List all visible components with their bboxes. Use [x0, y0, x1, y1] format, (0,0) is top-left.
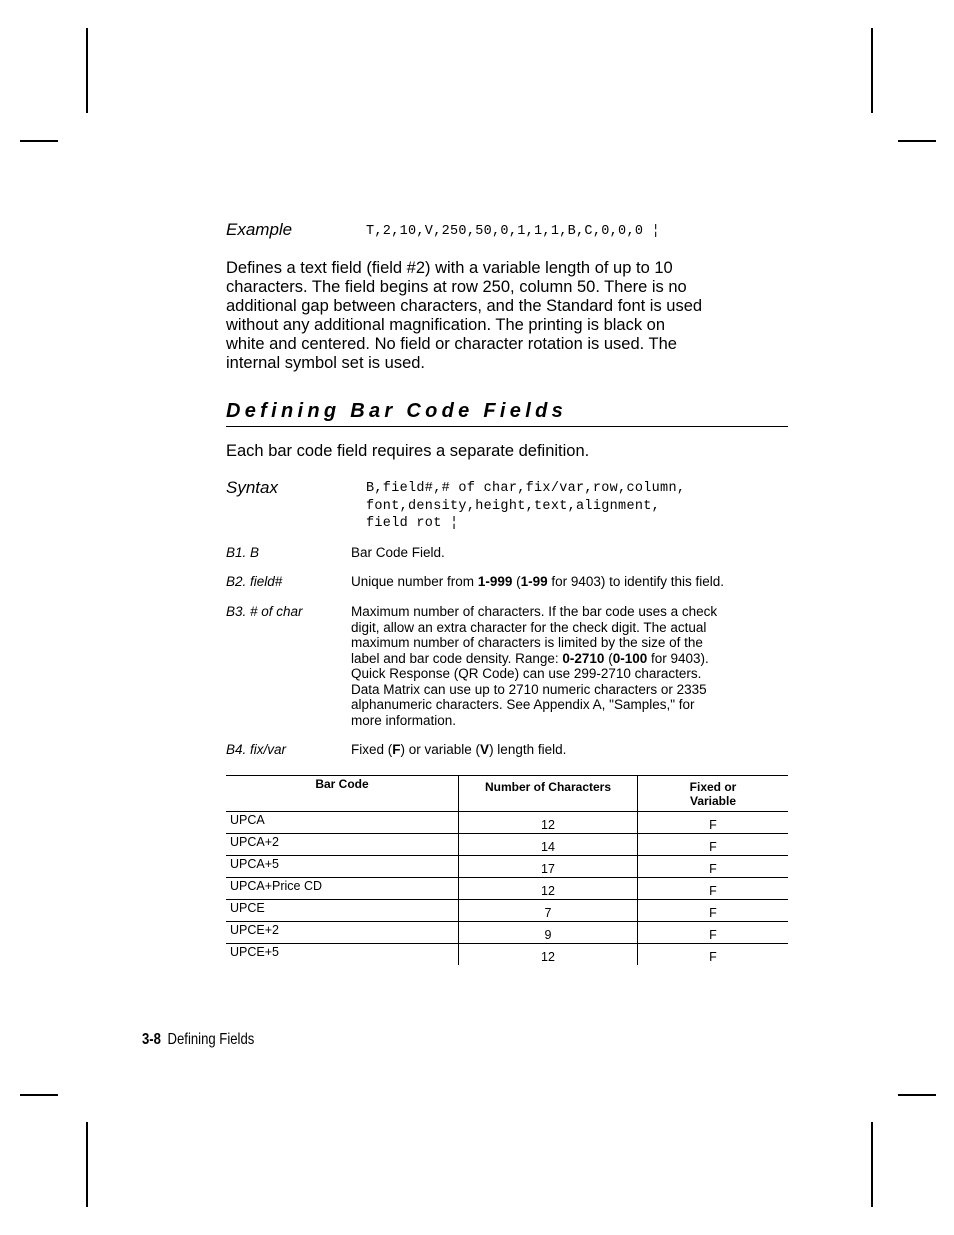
- crop-mark-bottom-left-horizontal: [20, 1094, 58, 1096]
- param-b2-line: [351, 574, 791, 590]
- example-label: Example: [226, 220, 293, 239]
- cell-num-chars: 17: [459, 856, 638, 878]
- cell-num-chars: 12: [459, 812, 638, 834]
- param-b3-desc: [351, 604, 791, 728]
- cell-fixed-var: F: [638, 922, 789, 944]
- syntax-line: font,density,height,text,alignment,: [366, 498, 661, 514]
- crop-mark-bottom-right-horizontal: [898, 1094, 936, 1096]
- param-b3-line: maximum number of characters is limited by the size of the: [351, 635, 703, 650]
- cell-bar-code: UPCA+Price CD: [226, 878, 459, 900]
- cell-num-chars: 9: [459, 922, 638, 944]
- param-b3-range-line: [351, 651, 791, 667]
- param-b3-line: Data Matrix can use up to 2710 numeric characters or 2335: [351, 681, 707, 697]
- param-b1-label: B1. B: [226, 545, 260, 560]
- cell-num-chars: 7: [459, 900, 638, 922]
- param-b3-line: digit, allow an extra character for the check digit. The actual: [351, 619, 707, 635]
- param-b2-mid: (: [512, 574, 521, 589]
- cell-fixed-var: F: [638, 834, 789, 856]
- footer-title: Defining Fields: [167, 1031, 255, 1048]
- param-b3-range: 0-2710: [562, 650, 605, 666]
- intro-line: internal symbol set is used.: [226, 354, 426, 372]
- crop-mark-bottom-right-vertical: [871, 1122, 873, 1207]
- param-b2-pre: Unique number from: [351, 574, 478, 589]
- cell-bar-code: UPCA+2: [226, 834, 459, 856]
- header-number-of-characters: Number of Characters: [459, 776, 638, 812]
- intro-line: white and centered. No field or character rotation is used. The: [226, 335, 677, 353]
- param-b3-line: Maximum number of characters. If the bar code uses a check: [351, 604, 718, 619]
- table-row: [226, 834, 788, 856]
- param-b4-label: B4. fix/var: [226, 742, 287, 757]
- intro-line: additional gap between characters, and the Standard font is used: [226, 297, 703, 315]
- cell-bar-code: UPCA: [226, 812, 459, 834]
- table-header-row: [226, 776, 788, 812]
- section-divider: [226, 426, 788, 427]
- example-code: T,2,10,V,250,50,0,1,1,1,B,C,0,0,0 ¦: [366, 224, 661, 239]
- param-b3-label: B3. # of char: [226, 604, 303, 619]
- cell-fixed-var: F: [638, 900, 789, 922]
- bar-code-table: [226, 775, 788, 965]
- cell-bar-code: UPCE: [226, 900, 459, 922]
- param-b4-variable: V: [480, 742, 490, 757]
- section-heading: Defining Bar Code Fields: [226, 400, 568, 422]
- cell-fixed-var: F: [638, 944, 789, 966]
- cell-bar-code: UPCA+5: [226, 856, 459, 878]
- crop-mark-bottom-left-vertical: [86, 1122, 88, 1207]
- table-row: [226, 900, 788, 922]
- param-b3-range-post: for 9403).: [647, 650, 709, 666]
- param-b3-line: Quick Response (QR Code) can use 299-2710 characters.: [351, 666, 702, 681]
- header-variable: Variable: [689, 794, 737, 808]
- param-b2-post: for 9403) to identify this field.: [547, 574, 724, 589]
- param-b2-range: 1-999: [477, 574, 513, 589]
- param-b4-pre: Fixed (: [351, 742, 393, 757]
- param-b3-line: alphanumeric characters. See Appendix A, "Samples," for: [351, 697, 695, 712]
- syntax-code: [366, 480, 685, 533]
- syntax-line: B,field#,# of char,fix/var,row,column,: [366, 481, 686, 496]
- param-b2-desc: [351, 574, 791, 590]
- param-b1-desc: Bar Code Field.: [351, 545, 445, 560]
- param-b3-range-pre: label and bar code density. Range:: [351, 650, 563, 666]
- syntax-line: field rot ¦: [366, 516, 459, 531]
- intro-line: Defines a text field (field #2) with a variable length of up to 10: [226, 259, 673, 277]
- header-fixed-or-variable: [638, 776, 789, 812]
- page-footer: [142, 1031, 254, 1049]
- intro-paragraph: [226, 259, 786, 373]
- page-number: 3-8: [142, 1031, 161, 1048]
- cell-num-chars: 12: [459, 878, 638, 900]
- param-b4-mid: ) or variable (: [400, 742, 481, 757]
- crop-mark-top-right-vertical: [871, 28, 873, 113]
- crop-mark-top-left-horizontal: [20, 140, 58, 142]
- param-b3-range-9403: 0-100: [612, 650, 648, 666]
- param-b4-fixed: F: [392, 742, 401, 757]
- section-intro: Each bar code field requires a separate definition.: [226, 442, 590, 460]
- intro-line: characters. The field begins at row 250, column 50. There is no: [226, 278, 687, 296]
- cell-bar-code: UPCE+2: [226, 922, 459, 944]
- table-row: [226, 944, 788, 966]
- param-b4-post: ) length field.: [489, 742, 567, 757]
- cell-fixed-var: F: [638, 812, 789, 834]
- param-b3-range-mid: (: [604, 650, 613, 666]
- param-b2-range-9403: 1-99: [520, 574, 548, 589]
- param-b2-label: B2. field#: [226, 574, 283, 589]
- table-row: [226, 878, 788, 900]
- cell-bar-code: UPCE+5: [230, 945, 279, 959]
- cell-fixed-var: F: [638, 856, 789, 878]
- header-fixed-or: Fixed or: [689, 780, 737, 794]
- cell-fixed-var: F: [638, 878, 789, 900]
- param-b3-line: more information.: [351, 712, 457, 728]
- param-b4-line: [351, 742, 791, 758]
- table-row: [226, 812, 788, 834]
- syntax-label: Syntax: [226, 478, 278, 497]
- header-bar-code: Bar Code: [226, 776, 459, 812]
- crop-mark-top-left-vertical: [86, 28, 88, 113]
- cell-num-chars: 12: [459, 944, 638, 966]
- param-b4-desc: [351, 742, 791, 758]
- cell-num-chars: 14: [459, 834, 638, 856]
- table-row: [226, 856, 788, 878]
- table-row: [226, 922, 788, 944]
- intro-line: without any additional magnification. The printing is black on: [226, 316, 666, 334]
- crop-mark-top-right-horizontal: [898, 140, 936, 142]
